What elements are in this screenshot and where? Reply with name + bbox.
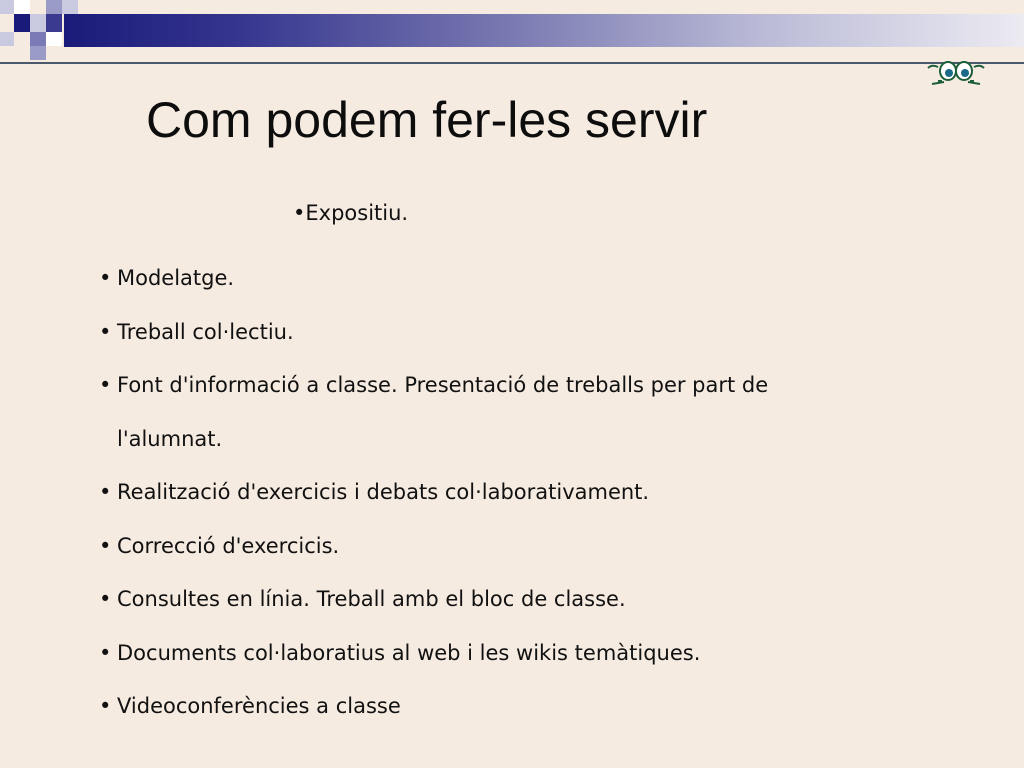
lead-item-expositiu: •Expositiu. xyxy=(293,201,409,225)
bullet-icon: • xyxy=(99,533,112,558)
bullet-icon: • xyxy=(99,694,112,718)
list-item xyxy=(99,520,859,574)
list-item xyxy=(99,627,859,681)
bullet-list xyxy=(99,252,859,734)
list-item xyxy=(99,573,859,627)
header-divider xyxy=(0,62,1024,64)
bullet-icon: • xyxy=(99,266,112,290)
list-item-text: Correcció d'exercicis. xyxy=(117,533,340,558)
list-item-text: Videoconferències a classe xyxy=(117,694,401,718)
list-item xyxy=(99,680,859,734)
list-item xyxy=(99,359,859,466)
eyes-icon xyxy=(924,58,988,88)
bullet-icon: • xyxy=(99,587,112,611)
slide-title: Com podem fer-les servir xyxy=(146,92,708,148)
list-item-text: Font d'informació a classe. Presentació de treballs per part de l'alumnat. xyxy=(117,373,769,451)
bullet-icon: • xyxy=(99,373,112,397)
bullet-icon: • xyxy=(99,640,112,665)
list-item-text: Consultes en línia. Treball amb el bloc de classe. xyxy=(117,587,626,611)
bullet-icon: • xyxy=(99,319,112,344)
list-item xyxy=(99,466,859,520)
list-item-text: Documents col·laboratius al web i les wikis temàtiques. xyxy=(117,640,701,665)
header-gradient-bar xyxy=(64,14,1024,47)
list-item-text: Realització d'exercicis i debats col·laborativament. xyxy=(117,480,650,504)
list-item xyxy=(99,306,859,360)
list-item-text: Modelatge. xyxy=(117,266,235,290)
bullet-icon: • xyxy=(99,480,112,504)
list-item-text: Treball col·lectiu. xyxy=(117,319,294,344)
list-item xyxy=(99,252,859,306)
